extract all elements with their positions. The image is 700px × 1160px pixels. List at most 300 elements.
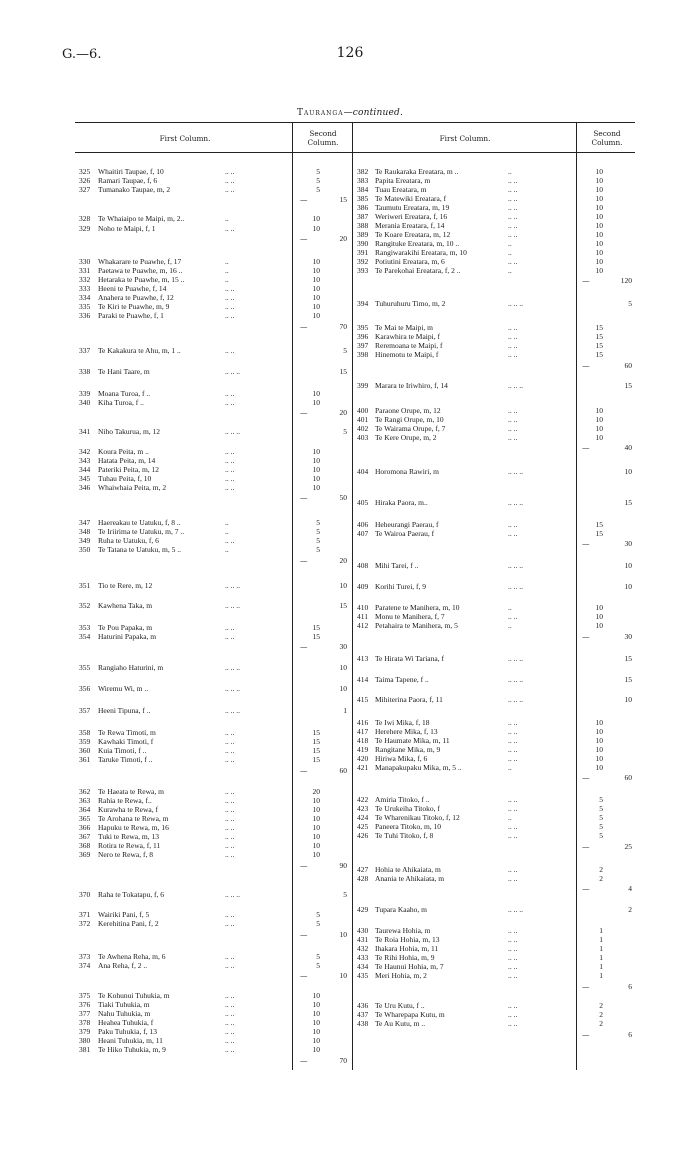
entry-number: 362 — [79, 787, 91, 796]
share-value: 1 — [599, 935, 603, 944]
leader-dots: .. .. — [225, 224, 235, 233]
total-dash: — — [300, 971, 308, 980]
header-first-column-left: First Column. — [159, 134, 211, 143]
leader-dots: .. .. — [508, 341, 518, 350]
entry-name: Te Arohana te Rewa, m — [98, 814, 169, 823]
entry-name: Rangitane Mika, m, 9 — [375, 745, 441, 754]
entry-number: 384 — [357, 185, 369, 194]
share-value: 5 — [599, 813, 603, 822]
leader-dots: .. .. — [508, 424, 518, 433]
share-value: 10 — [312, 224, 320, 233]
entry-number: 419 — [357, 745, 369, 754]
entry-number: 338 — [79, 367, 91, 376]
leader-dots: .. .. — [225, 1036, 235, 1045]
entry-number: 391 — [357, 248, 369, 257]
entry-name: Hetaraka te Puawhe, m, 15 .. — [98, 275, 185, 284]
total-dash: — — [582, 773, 590, 782]
share-value: 10 — [595, 221, 603, 230]
entry-number: 415 — [357, 695, 369, 704]
leader-dots: .. .. — [225, 346, 235, 355]
share-value: 2 — [599, 865, 603, 874]
entry-number: 402 — [357, 424, 369, 433]
entry-number: 410 — [357, 603, 369, 612]
share-value: 15 — [595, 332, 603, 341]
group-total: 120 — [620, 276, 632, 285]
total-dash: — — [300, 195, 308, 204]
share-value: 10 — [595, 415, 603, 424]
entry-name: Te Au Kutu, m .. — [375, 1019, 426, 1028]
leader-dots: .. .. — [225, 850, 235, 859]
leader-dots: .. .. — [225, 832, 235, 841]
entry-number: 392 — [357, 257, 369, 266]
entry-name: Rangiaho Haturini, m — [98, 663, 164, 672]
entry-name: Paraki te Puawhe, f, 1 — [98, 311, 164, 320]
leader-dots: .. .. — [225, 961, 235, 970]
share-value: 1 — [599, 962, 603, 971]
share-value: 10 — [312, 398, 320, 407]
total-dash: — — [582, 539, 590, 548]
share-value: 10 — [312, 214, 320, 223]
leader-dots: .. .. — [508, 754, 518, 763]
group-total: 5 — [343, 427, 347, 436]
entry-number: 409 — [357, 582, 369, 591]
leader-dots: .. .. — [225, 465, 235, 474]
group-total: 90 — [339, 861, 347, 870]
share-value: 5 — [316, 961, 320, 970]
entry-name: Paneera Titoko, m, 10 — [375, 822, 442, 831]
entry-name: Heeni Tipuna, f .. — [98, 706, 151, 715]
entry-name: Hiraka Paora, m.. — [375, 498, 428, 507]
entry-name: Hapuku te Rewa, m, 16 — [98, 823, 169, 832]
leader-dots: .. .. — [225, 746, 235, 755]
share-value: 10 — [312, 796, 320, 805]
total-dash: — — [300, 234, 308, 243]
group-total: 5 — [343, 346, 347, 355]
total-dash: — — [300, 322, 308, 331]
entry-number: 437 — [357, 1010, 369, 1019]
entry-name: Te Hirata Wi Tariana, f — [375, 654, 444, 663]
entry-name: Tio te Rere, m, 12 — [98, 581, 153, 590]
leader-dots: .. — [508, 167, 512, 176]
entry-number: 398 — [357, 350, 369, 359]
leader-dots: .. .. — [225, 311, 235, 320]
leader-dots: .. — [508, 621, 512, 630]
entry-number: 360 — [79, 746, 91, 755]
entry-name: Tuau Ereatara, m — [375, 185, 427, 194]
entry-name: Kawhena Taka, m — [98, 601, 153, 610]
entry-name: Te Mai te Maipi, m — [375, 323, 434, 332]
entry-number: 347 — [79, 518, 91, 527]
leader-dots: .. .. — [508, 406, 518, 415]
entry-number: 383 — [357, 176, 369, 185]
entry-number: 429 — [357, 905, 369, 914]
entry-number: 342 — [79, 447, 91, 456]
entry-name: Te Rewa Timoti, m — [98, 728, 156, 737]
entry-name: Rahia te Rewa, f.. — [98, 796, 152, 805]
entry-number: 358 — [79, 728, 91, 737]
share-value: 10 — [312, 302, 320, 311]
entry-number: 373 — [79, 952, 91, 961]
entry-number: 424 — [357, 813, 369, 822]
entry-name: Hohia te Ahikaiata, m — [375, 865, 441, 874]
entry-number: 417 — [357, 727, 369, 736]
entry-number: 330 — [79, 257, 91, 266]
entry-number: 403 — [357, 433, 369, 442]
entry-number: 400 — [357, 406, 369, 415]
share-value: 5 — [316, 536, 320, 545]
group-total: 10 — [339, 581, 347, 590]
entry-number: 423 — [357, 804, 369, 813]
entry-number: 375 — [79, 991, 91, 1000]
share-value: 15 — [312, 632, 320, 641]
share-value: 10 — [595, 745, 603, 754]
leader-dots: .. .. — [508, 433, 518, 442]
entry-name: Wairiki Pani, f, 5 — [98, 910, 150, 919]
leader-dots: .. .. — [225, 805, 235, 814]
leader-dots: .. .. .. — [508, 498, 523, 507]
entry-number: 382 — [357, 167, 369, 176]
page-ref: G.—6. — [62, 47, 102, 62]
entry-number: 422 — [357, 795, 369, 804]
share-value: 10 — [595, 248, 603, 257]
total-dash: — — [300, 493, 308, 502]
group-total: 10 — [624, 561, 632, 570]
entry-name: Te Raukaraka Ereatara, m .. — [375, 167, 459, 176]
entry-name: Te Wairoa Paerau, f — [375, 529, 435, 538]
group-total: 15 — [624, 381, 632, 390]
share-value: 10 — [595, 257, 603, 266]
entry-number: 394 — [357, 299, 369, 308]
share-value: 15 — [312, 728, 320, 737]
entry-name: Te Roia Hohia, m, 13 — [375, 935, 440, 944]
share-value: 1 — [599, 926, 603, 935]
leader-dots: .. .. .. — [225, 890, 240, 899]
entry-number: 404 — [357, 467, 369, 476]
share-value: 15 — [595, 341, 603, 350]
entry-number: 434 — [357, 962, 369, 971]
share-value: 15 — [312, 737, 320, 746]
entry-name: Ana Reha, f, 2 .. — [98, 961, 148, 970]
leader-dots: .. .. — [508, 323, 518, 332]
share-value: 10 — [312, 275, 320, 284]
share-value: 10 — [595, 212, 603, 221]
share-value: 10 — [312, 1000, 320, 1009]
entry-number: 438 — [357, 1019, 369, 1028]
entry-number: 395 — [357, 323, 369, 332]
leader-dots: .. .. — [508, 745, 518, 754]
group-total: 4 — [628, 884, 632, 893]
entry-name: Kurawha te Rewa, f — [98, 805, 158, 814]
entry-name: Manapakupaku Mika, m, 5 .. — [375, 763, 462, 772]
group-total: 10 — [339, 930, 347, 939]
subtitle-place: Tauranga — [296, 108, 344, 118]
entry-number: 428 — [357, 874, 369, 883]
entry-name: Heeni te Puawhe, f, 14 — [98, 284, 167, 293]
entry-number: 401 — [357, 415, 369, 424]
leader-dots: .. .. — [508, 795, 518, 804]
leader-dots: .. — [225, 214, 229, 223]
share-value: 5 — [599, 804, 603, 813]
leader-dots: .. .. — [508, 727, 518, 736]
leader-dots: .. .. — [508, 926, 518, 935]
leader-dots: .. .. — [225, 823, 235, 832]
share-value: 10 — [312, 991, 320, 1000]
leader-dots: .. .. — [225, 167, 235, 176]
entry-name: Karawhira te Maipi, f — [375, 332, 440, 341]
entry-name: Tiaki Tuhukia, m — [98, 1000, 150, 1009]
entry-name: Marara te Iriwhiro, f, 14 — [375, 381, 448, 390]
share-value: 10 — [312, 389, 320, 398]
entry-name: Tupara Kaaho, m — [375, 905, 428, 914]
leader-dots: .. .. — [225, 632, 235, 641]
leader-dots: .. .. — [508, 804, 518, 813]
entry-name: Rangituke Ereatara, m, 10 .. — [375, 239, 460, 248]
entry-number: 331 — [79, 266, 91, 275]
entry-name: Taumutu Ereatara, m, 19 — [375, 203, 450, 212]
entry-name: Whaiwhaia Peita, m, 2 — [98, 483, 167, 492]
entry-number: 431 — [357, 935, 369, 944]
entry-name: Paratene te Manihera, m, 10 — [375, 603, 460, 612]
leader-dots: .. — [225, 257, 229, 266]
group-total: 6 — [628, 1030, 632, 1039]
leader-dots: .. .. .. — [225, 367, 240, 376]
share-value: 10 — [312, 814, 320, 823]
leader-dots: .. .. — [225, 302, 235, 311]
leader-dots: .. .. — [225, 952, 235, 961]
entry-name: Kuia Timoti, f .. — [98, 746, 147, 755]
leader-dots: .. .. .. — [508, 905, 523, 914]
entry-name: Te Koare Ereatara, m, 12 — [375, 230, 451, 239]
leader-dots: .. .. — [225, 483, 235, 492]
entry-number: 374 — [79, 961, 91, 970]
share-value: 10 — [595, 230, 603, 239]
entry-name: Rangiwarakihi Ereatara, m, 10 — [375, 248, 467, 257]
leader-dots: .. .. .. — [225, 581, 240, 590]
entry-name: Te Urukeiha Titoko, f — [375, 804, 440, 813]
share-value: 10 — [312, 1036, 320, 1045]
leader-dots: .. .. — [508, 332, 518, 341]
leader-dots: .. .. — [225, 991, 235, 1000]
leader-dots: .. .. — [225, 737, 235, 746]
entry-name: Whaitiri Taupae, f, 10 — [98, 167, 164, 176]
entry-number: 344 — [79, 465, 91, 474]
entry-number: 356 — [79, 684, 91, 693]
share-value: 10 — [595, 621, 603, 630]
share-value: 10 — [595, 194, 603, 203]
entry-number: 353 — [79, 623, 91, 632]
entry-name: Te Haunui Hohia, m, 7 — [375, 962, 444, 971]
leader-dots: .. .. — [225, 814, 235, 823]
leader-dots: .. .. — [225, 919, 235, 928]
leader-dots: .. .. — [225, 389, 235, 398]
group-total: 5 — [343, 890, 347, 899]
share-value: 10 — [312, 257, 320, 266]
share-value: 2 — [599, 1010, 603, 1019]
entry-name: Te Haeata te Rewa, m — [98, 787, 164, 796]
header-second-column-left: Second Column. — [307, 129, 339, 147]
col-divider-left — [292, 122, 293, 1070]
entry-name: Pateriki Peita, m, 12 — [98, 465, 160, 474]
entry-name: Te Parekohai Ereatara, f, 2 .. — [375, 266, 461, 275]
leader-dots: .. .. .. — [225, 706, 240, 715]
leader-dots: .. — [508, 763, 512, 772]
share-value: 15 — [312, 746, 320, 755]
entry-name: Te Awhena Reha, m, 6 — [98, 952, 166, 961]
leader-dots: .. .. — [225, 910, 235, 919]
entry-number: 432 — [357, 944, 369, 953]
entry-number: 349 — [79, 536, 91, 545]
entry-name: Te Iriirima te Uatuku, m, 7 .. — [98, 527, 185, 536]
share-value: 1 — [599, 953, 603, 962]
leader-dots: .. .. — [225, 623, 235, 632]
entry-name: Te Hiko Tuhukia, m, 9 — [98, 1045, 166, 1054]
entry-number: 372 — [79, 919, 91, 928]
total-dash: — — [582, 632, 590, 641]
leader-dots: .. .. — [508, 944, 518, 953]
group-total: 2 — [628, 905, 632, 914]
entry-number: 332 — [79, 275, 91, 284]
share-value: 5 — [316, 952, 320, 961]
entry-name: Ruha te Uatuku, f, 6 — [98, 536, 159, 545]
share-value: 5 — [316, 518, 320, 527]
leader-dots: .. — [508, 266, 512, 275]
entry-name: Taima Tapene, f .. — [375, 675, 429, 684]
leader-dots: .. .. — [508, 257, 518, 266]
entry-number: 335 — [79, 302, 91, 311]
entry-name: Te Rihi Hohia, m, 9 — [375, 953, 435, 962]
entry-name: Te Tatana te Uatuku, m, 5 .. — [98, 545, 181, 554]
entry-number: 427 — [357, 865, 369, 874]
share-value: 5 — [599, 831, 603, 840]
leader-dots: .. .. — [508, 1001, 518, 1010]
share-value: 10 — [312, 447, 320, 456]
entry-name: Kawhaki Timoti, f — [98, 737, 154, 746]
entry-number: 421 — [357, 763, 369, 772]
subtitle-suffix: —continued. — [343, 108, 404, 118]
entry-number: 412 — [357, 621, 369, 630]
entry-name: Te Kere Orupe, m, 2 — [375, 433, 437, 442]
group-total: 70 — [339, 322, 347, 331]
leader-dots: .. .. — [225, 474, 235, 483]
group-total: 30 — [624, 632, 632, 641]
col-divider-right — [576, 122, 577, 1070]
entry-name: Te Matewiki Ereatara, f — [375, 194, 447, 203]
leader-dots: .. .. — [508, 176, 518, 185]
share-value: 5 — [316, 527, 320, 536]
leader-dots: .. .. — [508, 971, 518, 980]
entry-name: Ramari Taupae, f, 6 — [98, 176, 158, 185]
entry-number: 341 — [79, 427, 91, 436]
entry-number: 430 — [357, 926, 369, 935]
group-total: 20 — [339, 234, 347, 243]
leader-dots: .. .. .. — [508, 695, 523, 704]
entry-number: 348 — [79, 527, 91, 536]
leader-dots: .. .. — [508, 221, 518, 230]
leader-dots: .. .. — [508, 185, 518, 194]
group-total: 15 — [624, 498, 632, 507]
total-dash: — — [300, 861, 308, 870]
leader-dots: .. .. — [508, 203, 518, 212]
leader-dots: .. — [508, 248, 512, 257]
entry-name: Ihakara Hohia, m, 11 — [375, 944, 439, 953]
entry-number: 396 — [357, 332, 369, 341]
entry-name: Papita Ereatara, m — [375, 176, 431, 185]
entry-number: 337 — [79, 346, 91, 355]
share-value: 10 — [595, 433, 603, 442]
share-value: 2 — [599, 1019, 603, 1028]
leader-dots: .. .. — [508, 736, 518, 745]
leader-dots: .. .. — [508, 831, 518, 840]
entry-name: Hinemotu te Maipi, f — [375, 350, 439, 359]
entry-name: Rotira te Rewa, f, 11 — [98, 841, 161, 850]
entry-name: Te Hani Taare, m — [98, 367, 150, 376]
entry-number: 354 — [79, 632, 91, 641]
entry-number: 364 — [79, 805, 91, 814]
entry-name: Tuhuruhuru Timo, m, 2 — [375, 299, 446, 308]
leader-dots: .. .. — [508, 1010, 518, 1019]
group-total: 30 — [624, 539, 632, 548]
leader-dots: .. .. — [508, 1019, 518, 1028]
leader-dots: .. .. .. — [508, 299, 523, 308]
total-dash: — — [582, 276, 590, 285]
leader-dots: .. .. — [225, 1027, 235, 1036]
share-value: 5 — [316, 545, 320, 554]
entry-name: Amiria Titoko, f .. — [375, 795, 430, 804]
share-value: 10 — [312, 1027, 320, 1036]
share-value: 10 — [312, 823, 320, 832]
entry-number: 420 — [357, 754, 369, 763]
entry-name: Te Kakakura te Ahu, m, 1 .. — [98, 346, 181, 355]
entry-number: 340 — [79, 398, 91, 407]
share-value: 10 — [312, 465, 320, 474]
leader-dots: .. .. .. — [225, 663, 240, 672]
leader-dots: .. .. — [508, 718, 518, 727]
leader-dots: .. .. — [508, 865, 518, 874]
entry-number: 333 — [79, 284, 91, 293]
entry-name: Te Kiri te Puawhe, m, 9 — [98, 302, 170, 311]
leader-dots: .. — [508, 813, 512, 822]
leader-dots: .. .. — [508, 212, 518, 221]
group-total: 1 — [343, 706, 347, 715]
total-dash: — — [582, 1030, 590, 1039]
share-value: 15 — [595, 529, 603, 538]
entry-number: 414 — [357, 675, 369, 684]
entry-name: Hatata Peita, m, 14 — [98, 456, 156, 465]
entry-number: 357 — [79, 706, 91, 715]
leader-dots: .. .. — [225, 293, 235, 302]
share-value: 10 — [312, 284, 320, 293]
share-value: 15 — [595, 350, 603, 359]
leader-dots: .. .. .. — [508, 654, 523, 663]
entry-name: Korihi Turei, f, 9 — [375, 582, 427, 591]
entry-number: 346 — [79, 483, 91, 492]
entry-name: Wiremu Wi, m .. — [98, 684, 149, 693]
leader-dots: .. .. — [508, 962, 518, 971]
leader-dots: .. .. — [225, 1018, 235, 1027]
share-value: 10 — [595, 603, 603, 612]
share-value: 5 — [316, 185, 320, 194]
leader-dots: .. .. — [508, 874, 518, 883]
share-value: 2 — [599, 874, 603, 883]
entry-name: Whakarare te Puawhe, f, 17 — [98, 257, 182, 266]
share-value: 5 — [316, 167, 320, 176]
table-head-rule — [75, 152, 635, 153]
entry-name: Horomona Rawiri, m — [375, 467, 439, 476]
entry-number: 343 — [79, 456, 91, 465]
leader-dots: .. .. — [508, 520, 518, 529]
leader-dots: .. .. — [508, 935, 518, 944]
entry-number: 359 — [79, 737, 91, 746]
